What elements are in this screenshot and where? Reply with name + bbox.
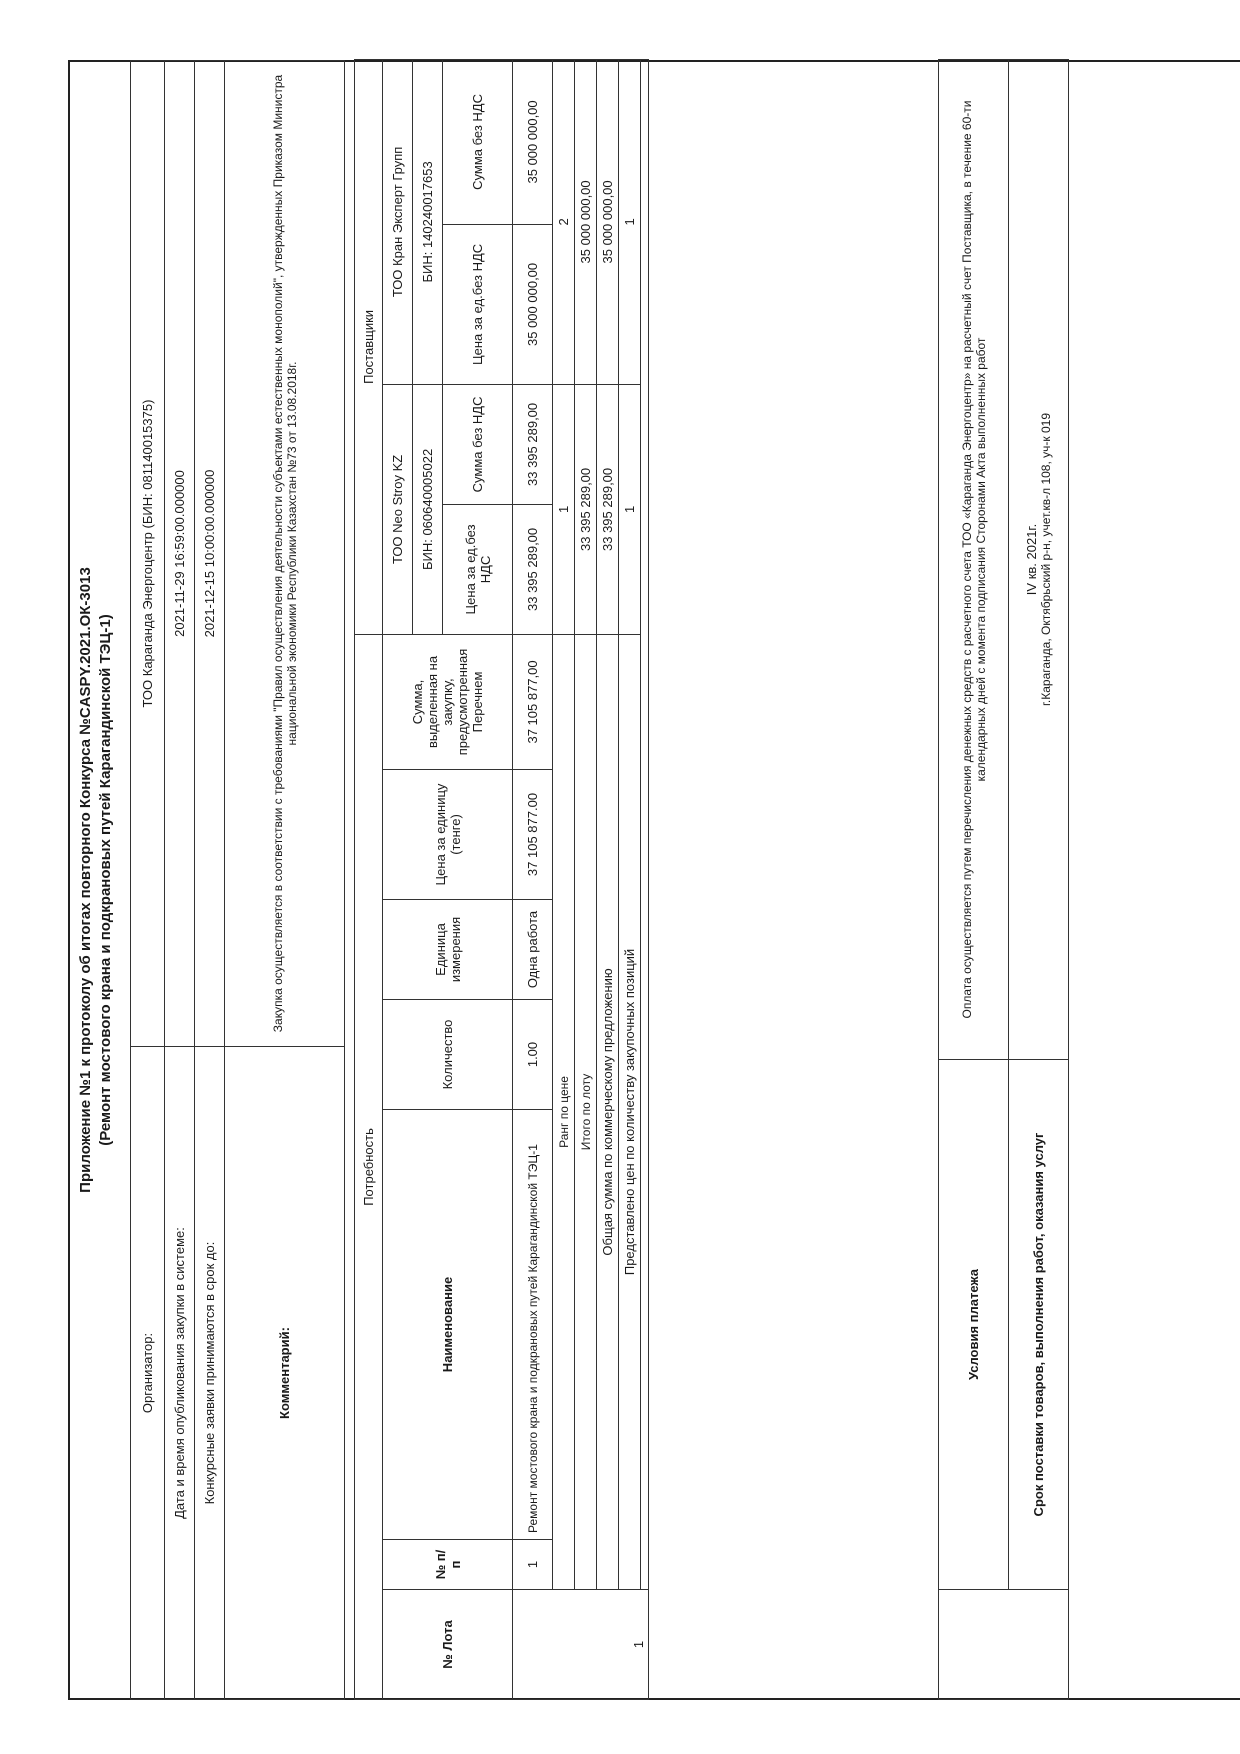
supplier-total: 33 395 289,00 <box>513 384 553 504</box>
spacer-row <box>641 59 649 1699</box>
info-row <box>131 61 165 1700</box>
supplier-rank: 2 <box>553 59 575 384</box>
payment-row <box>939 60 1009 1700</box>
positions-row <box>619 59 641 1699</box>
supplier-unit-price: 35 000 000,00 <box>513 224 553 384</box>
supplier-rank: 1 <box>553 384 575 634</box>
total-label: Итого по лоту <box>575 634 597 1589</box>
document-header <box>76 60 116 1700</box>
lot-data-row <box>513 59 553 1699</box>
terms-lot-cell <box>939 1590 1069 1700</box>
rotated-document-sheet <box>68 60 1240 1700</box>
item-unit: Одна работа <box>513 900 553 1000</box>
info-value: Закупка осуществляется в соответствии с требованиями "Правил осуществления деятельности субъектами естественных монополий", утвержденных Приказом Министра национальной экономики Республики Казахстан №73 от 13.08.2018г. <box>225 61 345 1047</box>
info-row <box>165 61 195 1700</box>
group-suppliers-header: Поставщики <box>355 59 383 634</box>
rank-label: Ранг по цене <box>553 634 575 1589</box>
rank-row <box>553 59 575 1699</box>
item-qty: 1.00 <box>513 1000 553 1110</box>
delivery-label: Срок поставки товаров, выполнения работ, оказания услуг <box>1009 1060 1069 1590</box>
group-need-header: Потребность <box>355 634 383 1699</box>
commercial-row <box>597 59 619 1699</box>
col-lot-header: № Лота <box>383 1590 513 1700</box>
supplier-commercial-sum: 35 000 000,00 <box>597 59 619 384</box>
positions-label: Представлено цен по количеству закупочных позиций <box>619 634 641 1589</box>
item-sum: 37 105 877,00 <box>513 634 553 769</box>
terms-table <box>938 59 1069 1700</box>
delivery-value <box>1009 60 1069 1060</box>
procurement-info-table <box>130 60 345 1700</box>
delivery-row <box>1009 60 1069 1700</box>
info-value: 2021-11-29 16:59:00.000000 <box>165 61 195 1047</box>
col-unit-price-header: Цена за ед.без НДС <box>443 504 513 634</box>
col-total-header: Сумма без НДС <box>443 384 513 504</box>
supplier-lot-total: 35 000 000,00 <box>575 59 597 384</box>
delivery-period: IV кв. 2021г. <box>1024 523 1039 596</box>
col-num-header: № п/п <box>383 1540 513 1590</box>
supplier-name-row <box>383 59 413 1699</box>
col-name-header: Наименование <box>383 1110 513 1540</box>
total-row <box>575 59 597 1699</box>
supplier-positions: 1 <box>619 384 641 634</box>
row-number: 1 <box>513 1540 553 1590</box>
info-row <box>225 61 345 1700</box>
document-subtitle: (Ремонт мостового крана и подкрановых путей Карагандинской ТЭЦ-1) <box>97 614 114 1146</box>
supplier-positions: 1 <box>619 59 641 384</box>
info-label: Конкурсные заявки принимаются в срок до: <box>195 1047 225 1700</box>
info-value: ТОО Караганда Энергоцентр (БИН: 081140015375) <box>131 61 165 1047</box>
item-price: 37 105 877.00 <box>513 770 553 900</box>
info-label: Организатор: <box>131 1047 165 1700</box>
col-unit-header: Единица измерения <box>383 900 513 1000</box>
payment-value: Оплата осуществляется путем перечисления денежных средств с расчетного счета ТОО «Караганда Энергоцентр» на расчетный счет Поставщика, в течение 60-ти календарных дней с момента подписания Сторонами Акта выполненных работ <box>939 60 1009 1060</box>
info-label: Дата и время опубликования закупки в системе: <box>165 1047 195 1700</box>
item-name: Ремонт мостового крана и подкрановых путей Карагандинской ТЭЦ-1 <box>513 1110 553 1540</box>
document-title: Приложение №1 к протоколу об итогах повторного Конкурса №CASPY.2021.ОК-3013 <box>77 567 94 1193</box>
supplier-unit-price: 33 395 289,00 <box>513 504 553 634</box>
supplier-lot-total: 33 395 289,00 <box>575 384 597 634</box>
col-qty-header: Количество <box>383 1000 513 1110</box>
lot-number: 1 <box>513 1590 649 1700</box>
supplier-commercial-sum: 33 395 289,00 <box>597 384 619 634</box>
col-total-header: Сумма без НДС <box>443 59 513 224</box>
supplier-total: 35 000 000,00 <box>513 59 553 224</box>
col-price-header: Цена за единицу (тенге) <box>383 770 513 900</box>
lot-comparison-table <box>354 59 649 1700</box>
info-value: 2021-12-15 10:00:00.000000 <box>195 61 225 1047</box>
supplier-name: ТОО Кран Эксперт Групп <box>383 59 413 384</box>
supplier-bin: БИН: 140240017653 <box>413 59 443 384</box>
info-label: Комментарий: <box>225 1047 345 1700</box>
delivery-place: г.Караганда, Октябрьский р-н, учет.кв-л 108, уч-к 019 <box>1039 413 1053 707</box>
supplier-name: ТОО Neo Stroy KZ <box>383 384 413 634</box>
info-row <box>195 61 225 1700</box>
supplier-bin: БИН: 060640005022 <box>413 384 443 634</box>
group-header-row <box>355 59 383 1699</box>
col-sum-header: Сумма, выделенная на закупку, предусмотренная Перечнем <box>383 634 513 769</box>
col-unit-price-header: Цена за ед.без НДС <box>443 224 513 384</box>
spacer-cell <box>641 59 649 1589</box>
commercial-label: Общая сумма по коммерческому предложению <box>597 634 619 1589</box>
payment-label: Условия платежа <box>939 1060 1009 1590</box>
